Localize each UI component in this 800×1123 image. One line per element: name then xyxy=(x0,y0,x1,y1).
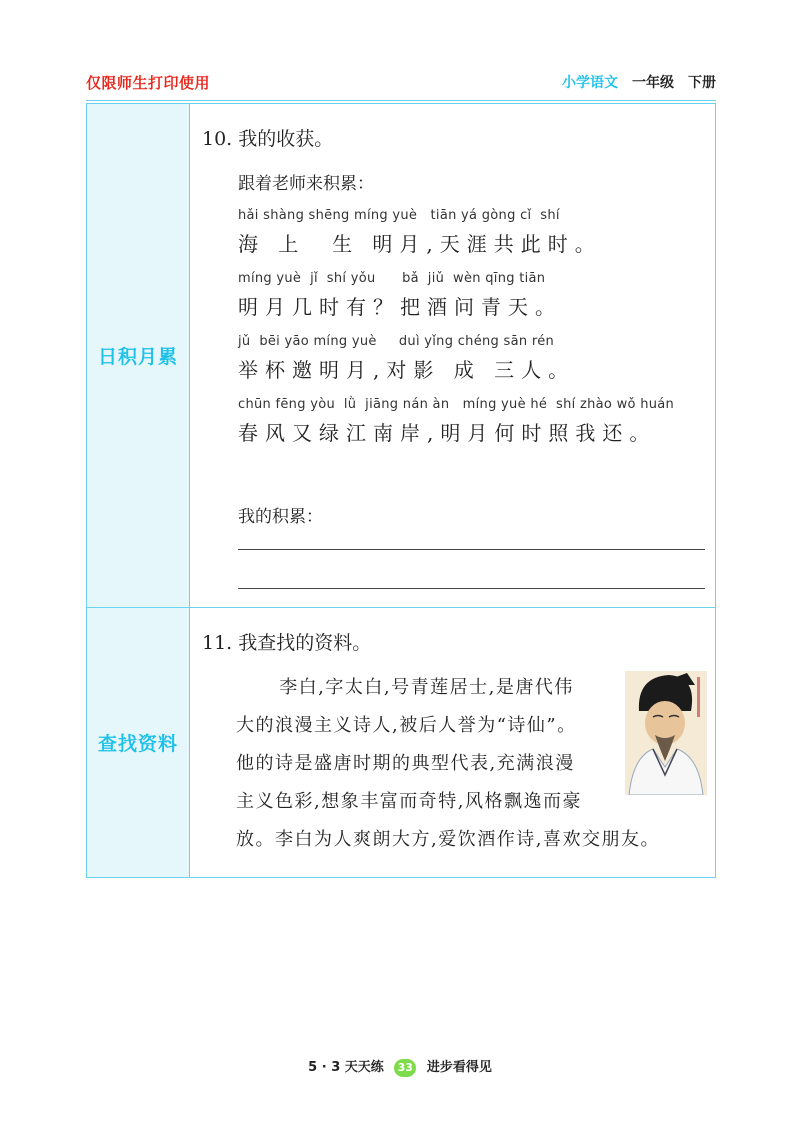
question-11-title: 11. 我查找的资料。 xyxy=(202,632,372,654)
footer-brand: 5 · 3 天天练 xyxy=(308,1060,384,1075)
verse-pinyin: míng yuè jǐ shí yǒu bǎ jiǔ wèn qīng tiān xyxy=(238,271,546,286)
paragraph-line: 他的诗是盛唐时期的典型代表,充满浪漫 xyxy=(236,753,575,774)
question-10-title: 10. 我的收获。 xyxy=(202,128,334,150)
side-label-research: 查找资料 xyxy=(97,733,178,755)
answer-line[interactable] xyxy=(238,549,705,550)
verse-4 xyxy=(238,397,715,446)
paragraph-line: 李白,字太白,号青莲居士,是唐代伟 xyxy=(279,677,574,698)
verse-pinyin: jǔ bēi yāo míng yuè duì yǐng chéng sān rén xyxy=(238,334,555,349)
header-divider xyxy=(86,100,716,101)
footer-slogan: 进步看得见 xyxy=(426,1060,492,1075)
side-label-accumulate: 日积月累 xyxy=(97,346,178,368)
verse-hanzi: 春风又绿江南岸,明月何时照我还。 xyxy=(238,421,657,445)
verse-3 xyxy=(238,334,715,383)
paragraph-line: 大的浪漫主义诗人,被后人誉为“诗仙”。 xyxy=(236,715,577,736)
verse-hanzi: 明月几时有？把酒问青天。 xyxy=(238,295,562,319)
page-footer xyxy=(0,1056,800,1077)
verse-pinyin: chūn fēng yòu lǜ jiāng nán àn míng yuè hé shí zhào wǒ huán xyxy=(238,397,675,412)
verse-hanzi: 海 上 生 明月,天涯共此时。 xyxy=(238,232,602,256)
grade-label: 一年级 xyxy=(632,75,674,91)
book-info xyxy=(562,72,716,92)
side-cell-research xyxy=(87,608,190,878)
section-accumulate xyxy=(87,104,716,608)
answer-line[interactable] xyxy=(238,588,705,589)
paragraph-line: 主义色彩,想象丰富而奇特,风格飘逸而豪 xyxy=(236,791,582,812)
subject-label: 小学语文 xyxy=(562,75,618,91)
li-bai-paragraph xyxy=(236,669,660,859)
page-number: 33 xyxy=(397,1060,413,1074)
research-text-block xyxy=(190,669,715,859)
worksheet-table xyxy=(86,103,716,878)
verse-hanzi: 举杯邀明月,对影 成 三人。 xyxy=(238,358,576,382)
main-cell-accumulate xyxy=(190,104,716,608)
li-bai-portrait xyxy=(625,671,707,795)
verse-2 xyxy=(238,271,715,320)
section-research xyxy=(87,608,716,878)
verse-1 xyxy=(238,208,715,257)
paragraph-line: 放。李白为人爽朗大方,爱饮酒作诗,喜欢交朋友。 xyxy=(236,829,660,850)
follow-teacher-label: 跟着老师来积累： xyxy=(238,174,374,194)
print-notice: 仅限师生打印使用 xyxy=(86,74,211,92)
page-number-badge xyxy=(394,1059,416,1077)
main-cell-research xyxy=(190,608,716,878)
side-cell-accumulate xyxy=(87,104,190,608)
my-accumulation-label: 我的积累： xyxy=(238,507,323,527)
verse-pinyin: hǎi shàng shēng míng yuè tiān yá gòng cǐ shí xyxy=(238,208,560,223)
volume-label: 下册 xyxy=(688,75,716,91)
